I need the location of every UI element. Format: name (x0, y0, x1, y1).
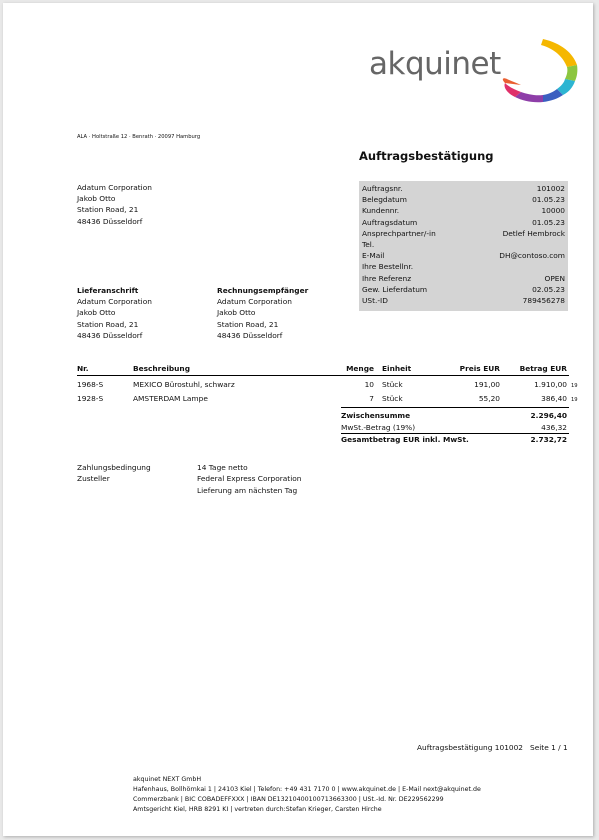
payment-terms-value: 14 Tage netto (197, 463, 248, 472)
address-line: Station Road, 21 (77, 205, 139, 215)
recipient-address (77, 182, 152, 227)
info-row: E-Mail DH@contoso.com (362, 251, 565, 261)
legal-line: Hafenhaus, Bollhörnkai 1 | 24103 Kiel | Telefon: +49 431 7170 0 | www.akquinet.de | E-Mail next@akquinet.de (133, 786, 481, 793)
info-row: Kundennr. 10000 (362, 206, 565, 216)
address-line: Station Road, 21 (77, 319, 139, 329)
legal-line: Amtsgericht Kiel, HRB 8291 KI | vertreten durch:Stefan Krieger, Carsten Hirche (133, 806, 382, 813)
document-title: Auftragsbestätigung (359, 149, 494, 163)
legal-footer (133, 775, 481, 815)
footer-page-number: Seite 1 / 1 (530, 743, 568, 752)
info-row: Ansprechpartner/-in Detlef Hembrock (362, 228, 565, 238)
table-body-rule (341, 407, 569, 408)
address-line: Jakob Otto (77, 194, 116, 204)
shipping-label: Lieferanschrift (77, 286, 139, 295)
shipper-value: Federal Express Corporation (197, 474, 302, 483)
total-row: Gesamtbetrag EUR inkl. MwSt. 2.732,72 (341, 435, 567, 444)
col-qty: Menge (346, 364, 374, 373)
address-line: 48436 Düsseldorf (77, 330, 143, 340)
address-line: 48436 Düsseldorf (217, 330, 283, 340)
address-line: 48436 Düsseldorf (77, 216, 143, 226)
info-row: Ihre Referenz OPEN (362, 273, 565, 283)
table-row: 1928-S AMSTERDAM Lampe 7 Stück 55,20 386,40 19 (3, 393, 593, 405)
address-line: Station Road, 21 (217, 319, 279, 329)
col-desc: Beschreibung (133, 364, 190, 373)
info-row: Tel. (362, 240, 375, 249)
col-nr: Nr. (77, 364, 89, 373)
info-row: Ihre Bestellnr. (362, 262, 414, 272)
shipper-label: Zusteller (77, 474, 110, 483)
address-line: Adatum Corporation (217, 297, 292, 307)
address-line: Adatum Corporation (77, 297, 152, 307)
table-row: 1968-S MEXICO Bürostuhl, schwarz 10 Stück 191,00 1.910,00 19 (3, 379, 593, 391)
address-line: Jakob Otto (217, 308, 256, 318)
info-row: Belegdatum 01.05.23 (362, 195, 565, 205)
address-line: Jakob Otto (77, 308, 116, 318)
tax-code: 19 (571, 397, 578, 403)
info-row: Auftragsnr. 101002 (362, 184, 565, 193)
shipper-note: Lieferung am nächsten Tag (197, 486, 298, 495)
info-row: Auftragsdatum 01.05.23 (362, 217, 565, 227)
shipping-address (77, 285, 152, 341)
table-header (3, 363, 593, 375)
address-line: Adatum Corporation (77, 183, 152, 192)
vat-row: MwSt.-Betrag (19%) 436,32 (341, 423, 567, 432)
order-info-box (359, 181, 568, 311)
legal-line: akquinet NEXT GmbH (133, 776, 202, 783)
sender-line: ALA · Holtstraße 12 · Benrath · 20097 Hamburg (77, 134, 201, 140)
company-logo-text: akquinet (369, 46, 501, 82)
subtotal-row: Zwischensumme 2.296,40 (341, 411, 567, 420)
info-row: USt.-ID 789456278 (362, 296, 565, 305)
billing-label: Rechnungsempfänger (217, 286, 309, 295)
col-unit: Einheit (382, 364, 412, 373)
footer-doc-ref: Auftragsbestätigung 101002 (417, 743, 523, 752)
document-page (3, 3, 593, 836)
col-amount: Betrag EUR (519, 364, 567, 373)
payment-terms-label: Zahlungsbedingung (77, 463, 151, 472)
col-price: Preis EUR (459, 364, 500, 373)
info-row: Gew. Lieferdatum 02.05.23 (362, 284, 565, 294)
legal-line: Commerzbank | BIC COBADEFFXXX | IBAN DE13210400100713663300 | USt.-Id. Nr. DE229562299 (133, 796, 444, 803)
billing-address (217, 285, 308, 341)
tax-code: 19 (571, 383, 578, 389)
company-logo-icon (481, 37, 579, 105)
table-header-rule (77, 375, 569, 376)
